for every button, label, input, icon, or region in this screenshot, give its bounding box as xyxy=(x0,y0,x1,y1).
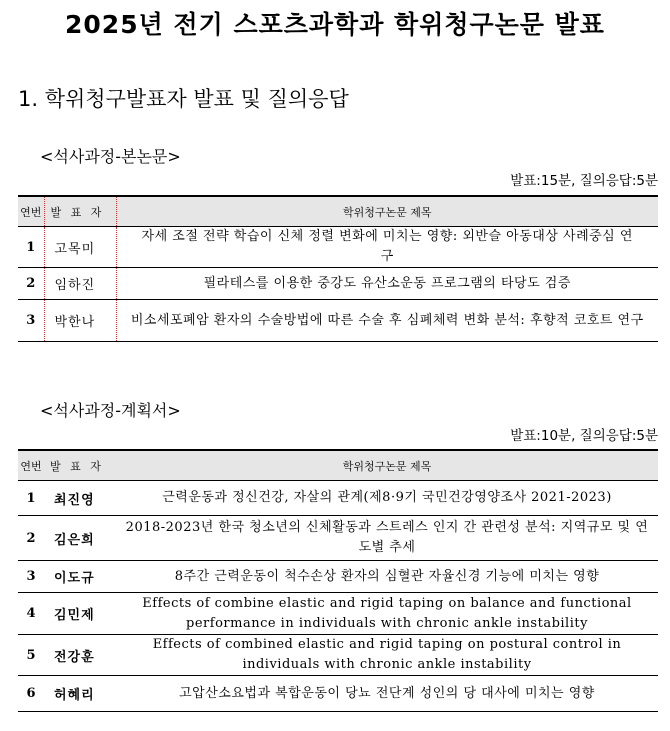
row-presenter: 전강훈 xyxy=(54,649,95,665)
row-number: 6 xyxy=(26,686,36,701)
plan-table xyxy=(18,449,658,712)
row-number: 3 xyxy=(18,300,44,342)
table-row xyxy=(18,561,658,593)
thesis-table xyxy=(18,195,658,342)
table-row xyxy=(18,635,658,676)
col-header-presenter: 발 표 자 xyxy=(44,450,116,481)
table-row xyxy=(18,227,658,268)
row-title: 8주간 근력운동이 척수손상 환자의 심혈관 자율신경 기능에 미치는 영향 xyxy=(174,568,600,584)
row-title: 비소세포폐암 환자의 수술방법에 따른 수술 후 심폐체력 변화 분석: 후향적 코호트 연구 xyxy=(130,312,644,328)
thesis-time-note: 발표:15분, 질의응답:5분 xyxy=(510,173,658,189)
thesis-heading: <석사과정-본논문> xyxy=(40,147,181,166)
col-header-number: 연번 xyxy=(18,196,44,227)
row-number: 5 xyxy=(26,647,36,663)
row-title: 자세 조절 전략 학습이 신체 정렬 변화에 미치는 영향: 외반슬 아동대상 사례중심 연구 xyxy=(141,229,633,264)
row-title: Effects of combined elastic and rigid taping on postural control in individuals with chronic ankle instability xyxy=(152,637,622,672)
table-header-row xyxy=(18,196,658,227)
row-presenter: 김은희 xyxy=(54,532,95,548)
row-number: 2 xyxy=(18,268,44,300)
table-row xyxy=(18,516,658,561)
row-presenter: 고목미 xyxy=(44,227,116,268)
row-presenter: 허혜리 xyxy=(54,688,95,703)
row-number: 4 xyxy=(26,606,36,621)
table-row xyxy=(18,676,658,712)
plan-heading: <석사과정-계획서> xyxy=(40,401,181,420)
table-row xyxy=(18,593,658,635)
table-header-row xyxy=(18,450,658,481)
col-header-number: 연번 xyxy=(18,450,44,481)
row-presenter: 이도규 xyxy=(54,571,95,586)
row-number: 1 xyxy=(26,490,36,506)
row-title: 2018-2023년 한국 청소년의 신체활동과 스트레스 인지 간 관련성 분석: 지역규모 및 연도별 추세 xyxy=(125,520,649,555)
row-presenter: 임하진 xyxy=(44,268,116,300)
row-number: 1 xyxy=(18,227,44,268)
row-presenter: 최진영 xyxy=(54,492,95,508)
row-presenter: 박한나 xyxy=(44,300,116,342)
col-header-title: 학위청구논문 제목 xyxy=(116,450,658,481)
row-title: 필라테스를 이용한 중강도 유산소운동 프로그램의 타당도 검증 xyxy=(203,275,571,291)
row-presenter: 김민제 xyxy=(54,608,95,623)
col-header-presenter: 발 표 자 xyxy=(44,196,116,227)
table-row xyxy=(18,481,658,516)
col-header-title: 학위청구논문 제목 xyxy=(116,196,658,227)
plan-time-note: 발표:10분, 질의응답:5분 xyxy=(510,428,658,444)
row-number: 3 xyxy=(26,569,36,584)
page-title: 2025년 전기 스포츠과학과 학위청구논문 발표 xyxy=(65,10,605,39)
row-title: 고압산소요법과 복합운동이 당뇨 전단계 성인의 당 대사에 미치는 영향 xyxy=(179,685,595,701)
row-title: 근력운동과 정신건강, 자살의 관계(제8·9기 국민건강영양조사 2021-2023) xyxy=(162,490,612,505)
row-number: 2 xyxy=(26,530,36,546)
row-title: Effects of combine elastic and rigid taping on balance and functional performance in individuals with chronic ankle instability xyxy=(142,595,632,631)
section-heading: 1. 학위청구발표자 발표 및 질의응답 xyxy=(18,87,349,111)
table-row xyxy=(18,300,658,342)
table-row xyxy=(18,268,658,300)
